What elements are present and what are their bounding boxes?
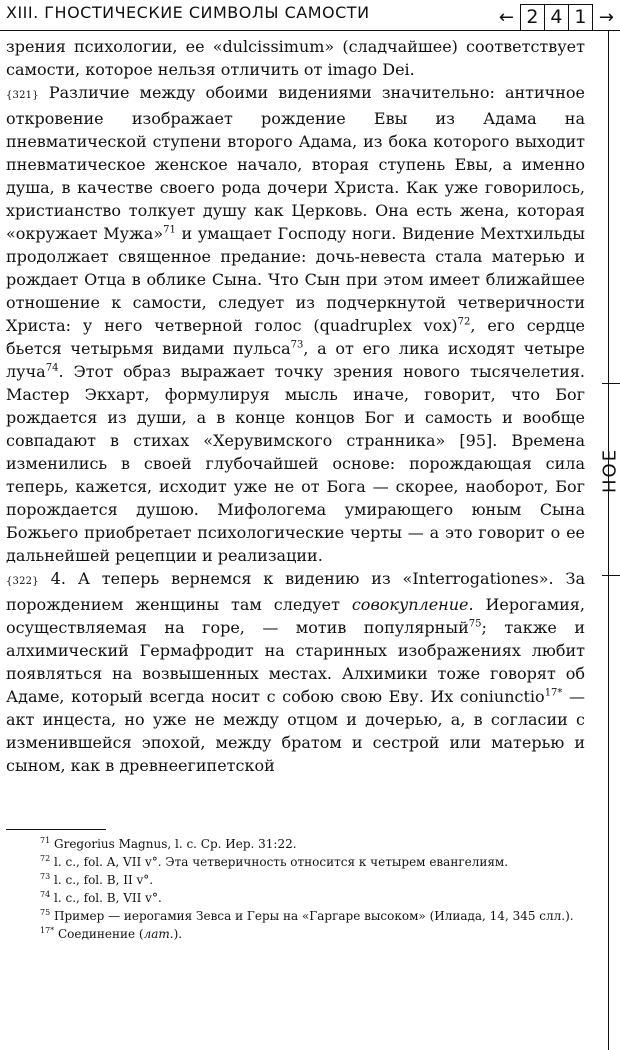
page-number-box	[520, 4, 593, 31]
side-mark	[602, 383, 620, 384]
text-run: зрения психологии, ее «dulcissimum» (сладчайшее) соответствует самости, которое нельзя отличить от imago Dei.	[6, 37, 585, 79]
footnote-text: l. c., fol. A, VII v°. Эта четверичность относится к четырем евангелиям.	[50, 855, 509, 869]
footnote-ref[interactable]: 74	[45, 362, 59, 374]
text-run: — акт инцеста, но уже не между отцом и дочерью, а, в согласии с изменившейся эпохой, между братом и сестрой или матерью и сыном, как в древнеегипетской	[6, 687, 586, 775]
side-mark	[602, 575, 620, 576]
footnote-ref[interactable]: 71	[163, 224, 176, 236]
footnote-ref[interactable]: 75	[468, 618, 482, 630]
footnote-ref[interactable]: 73	[290, 339, 304, 351]
footnote-text: Пример — иерогамия Зевса и Геры на «Гаргаре высоком» (Илиада, 14, 345 слл.).	[50, 909, 574, 923]
footnote-mark: 74	[40, 890, 51, 899]
paragraph-number: {321}	[6, 90, 39, 101]
text-run: Различие между обоими видениями значительно: античное откровение изображает рождение Евы из Адама на пневматической ступени второго Адама, из бока которого выходит пневматическое женское начало, вторая ступень Евы, а именно душа, в качестве своего рода дочери Христа. Как уже говорилось, христианство толкует душу как Церковь. Она есть жена, которая «окружает Мужа»	[6, 83, 585, 243]
footnote-text: Gregorius Magnus, l. c. Ср. Иер. 31:22.	[50, 837, 297, 851]
footnote-text: Соединение (	[54, 927, 144, 941]
footnotes	[40, 835, 584, 943]
footnote-text: ).	[173, 927, 183, 941]
footnote	[40, 925, 584, 943]
footnote	[40, 907, 584, 925]
text-run: , его сердце бьется четырьмя видами пульса	[6, 316, 585, 358]
footnote-rule	[6, 829, 106, 830]
text-run: , а от его лика исходят четыре луча	[6, 339, 585, 381]
text-run: . Этот образ выражает точку зрения нового тысячелетия. Мастер Экхарт, формулируя мысль иначе, говорит, что Бог рождается из души, а в конце концов Бог и самость и вообще совпадают в стихах «Херувимского странника» [95]. Времена изменились в своей глубочайшей основе: порождающая сила теперь, кажется, исходит уже не от Бога — скорее, наоборот, Бог порождается душою. Мифологема умирающего юным Сына Божьего приобретает психологические черты — а это говорит о ее дальнейшей рецепции и реализации.	[6, 362, 585, 565]
running-head: XIII. ГНОСТИЧЕСКИЕ СИМВОЛЫ САМОСТИ	[6, 3, 370, 22]
footnote	[40, 853, 584, 871]
text-run: и умащает Господу ноги. Видение Мехтхильды продолжает священное предание: дочь-невеста стала матерью и рождает Отца в облике Сына. Что Сын при этом имеет ближайшее отношение к самости, следует из подчеркнутой четверичности Христа: у него четверной голос (quadruplex vox)	[6, 224, 585, 335]
footnote-mark: 17*	[40, 926, 55, 935]
page-digit: 2	[521, 5, 545, 30]
arrow-left-icon: ←	[498, 6, 514, 28]
text-run: . Иерогамия, осуществляемая на горе, — мотив популярный	[6, 595, 585, 637]
emphasis-text: совокупление	[351, 595, 469, 614]
side-rail	[608, 31, 609, 1050]
paragraph-number: {322}	[6, 576, 39, 587]
page-digit: 1	[574, 6, 587, 28]
side-label: НОЕ	[599, 447, 620, 493]
header-rule	[0, 30, 620, 31]
footnote-mark: 71	[40, 836, 51, 845]
paragraph	[6, 81, 585, 567]
footnote-ref[interactable]: 72	[457, 316, 471, 328]
footnote-ref[interactable]: 17*	[544, 687, 563, 699]
page-number	[499, 4, 614, 31]
footnote	[40, 835, 584, 853]
footnote-text: l. c., fol. B, II v°.	[50, 873, 154, 887]
footnote-text: l. c., fol. B, VII v°.	[50, 891, 162, 905]
footnote-mark: 75	[40, 908, 51, 917]
arrow-right-icon: →	[598, 6, 614, 28]
footnote	[40, 889, 584, 907]
text-run: ; также и алхимический Гермафродит на старинных изображениях любит появляться на возвышенных местах. Алхимики тоже говорят об Адаме, который всегда носит с собою свою Еву. Их coniunctio	[6, 618, 585, 706]
footnote-italic: лат.	[143, 927, 174, 941]
paragraph	[6, 567, 585, 777]
body-text	[6, 35, 585, 777]
page-digit: 4	[545, 5, 569, 30]
footnote	[40, 871, 584, 889]
footnote-mark: 73	[40, 872, 51, 881]
text-run: 4. А теперь вернемся к видению из «Interrogationes». За порождением женщины там следует	[6, 569, 585, 614]
footnote-mark: 72	[40, 854, 51, 863]
paragraph	[6, 35, 585, 81]
